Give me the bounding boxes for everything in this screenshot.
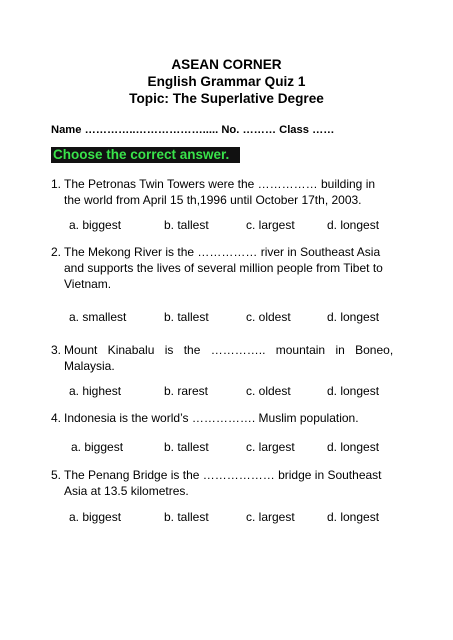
option-c[interactable]: c. oldest <box>246 310 291 324</box>
question-line: Indonesia is the world’s ……………. Muslim population. <box>64 411 359 425</box>
question-5 <box>51 467 408 499</box>
question-line: Asia at 13.5 kilometres. <box>64 484 189 498</box>
question-number: 4. <box>51 411 62 425</box>
student-info-line: Name …………..………………..... No. ……… Class …… <box>51 124 335 136</box>
question-4 <box>51 410 408 426</box>
option-d[interactable]: d. longest <box>327 440 380 454</box>
question-text <box>64 244 408 292</box>
question-text <box>64 176 408 208</box>
option-d[interactable]: d. longest <box>327 384 380 398</box>
question-line: the world from April 15 th,1996 until October 17th, 2003. <box>64 193 362 207</box>
option-d[interactable]: d. longest <box>327 510 380 524</box>
question-number: 3. <box>51 343 62 357</box>
header <box>0 56 453 107</box>
option-d[interactable]: d. longest <box>327 310 380 324</box>
question-line: The Penang Bridge is the ……………… bridge in Southeast <box>64 468 382 482</box>
option-a[interactable]: a. highest <box>69 384 122 398</box>
question-line: The Mekong River is the …………… river in Southeast Asia <box>64 245 381 259</box>
question-line: Mount Kinabalu is the ………….. mountain in Boneo, <box>64 343 394 357</box>
instruction-banner: Choose the correct answer. <box>51 147 240 163</box>
question-3 <box>51 342 408 374</box>
question-number: 5. <box>51 468 62 482</box>
question-number: 2. <box>51 245 62 259</box>
option-d[interactable]: d. longest <box>327 218 380 232</box>
header-title: ASEAN CORNER <box>171 57 282 72</box>
option-a[interactable]: a. biggest <box>69 218 122 232</box>
question-number: 1. <box>51 177 62 191</box>
option-b[interactable]: b. tallest <box>164 218 209 232</box>
quiz-title: English Grammar Quiz 1 <box>147 74 306 89</box>
option-c[interactable]: c. largest <box>246 218 295 232</box>
option-a[interactable]: a. biggest <box>69 510 122 524</box>
question-line: Malaysia. <box>64 359 115 373</box>
option-a[interactable]: a. smallest <box>69 310 127 324</box>
option-c[interactable]: c. largest <box>246 440 295 454</box>
question-text <box>64 467 408 499</box>
question-line: and supports the lives of several million people from Tibet to <box>64 261 383 275</box>
question-text <box>64 410 408 426</box>
option-b[interactable]: b. tallest <box>164 310 209 324</box>
question-1 <box>51 176 408 208</box>
topic-title: Topic: The Superlative Degree <box>129 91 324 106</box>
option-b[interactable]: b. tallest <box>164 440 209 454</box>
option-a[interactable]: a. biggest <box>71 440 124 454</box>
question-line: The Petronas Twin Towers were the …………… building in <box>64 177 376 191</box>
option-c[interactable]: c. oldest <box>246 384 291 398</box>
question-2 <box>51 244 408 292</box>
option-b[interactable]: b. rarest <box>164 384 209 398</box>
option-c[interactable]: c. largest <box>246 510 295 524</box>
option-b[interactable]: b. tallest <box>164 510 209 524</box>
question-line: Vietnam. <box>64 277 112 291</box>
question-text <box>64 342 408 374</box>
